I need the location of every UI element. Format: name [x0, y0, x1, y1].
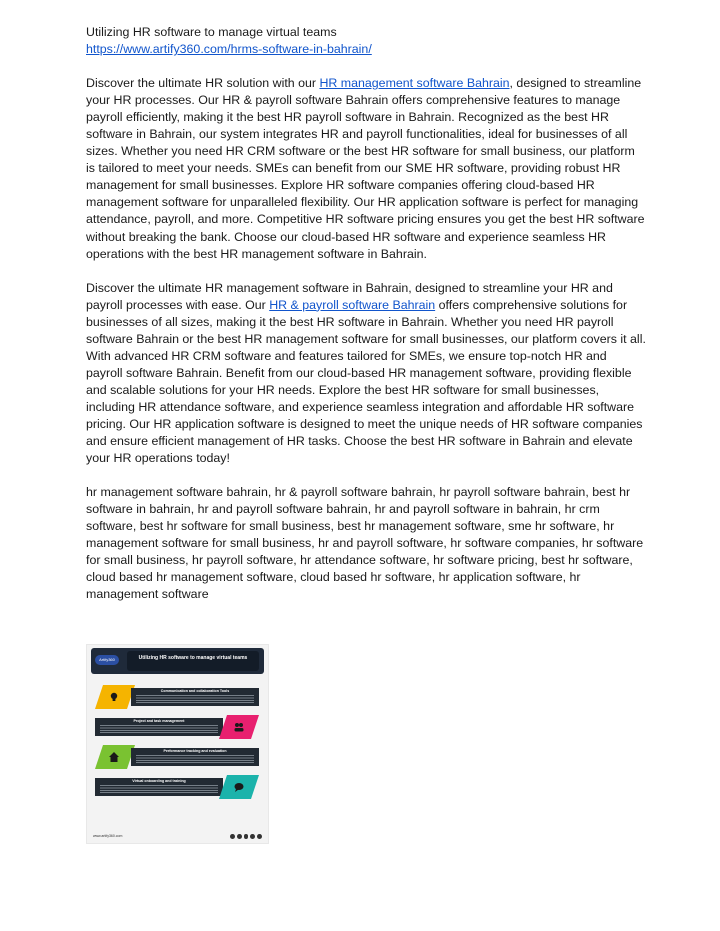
infographic-row-4-text-lines — [100, 785, 218, 794]
linkedin-icon — [250, 834, 255, 839]
lightbulb-icon — [108, 691, 120, 703]
infographic-header — [91, 648, 264, 674]
twitter-icon — [244, 834, 249, 839]
facebook-icon — [230, 834, 235, 839]
infographic-row-1-title: Communication and collaboration Tools — [160, 689, 230, 693]
infographic-row-1 — [95, 685, 260, 709]
infographic-row-1-bar — [131, 688, 259, 706]
infographic-logo: Artify360 — [95, 655, 119, 665]
infographic-row-2-bar — [95, 718, 223, 736]
document-title: Utilizing HR software to manage virtual teams — [86, 25, 337, 39]
paragraph-1-text-a: Discover the ultimate HR solution with our — [86, 76, 320, 91]
document-body — [86, 24, 646, 603]
infographic-row-4-title: Virtual onboarding and training — [132, 779, 186, 783]
people-icon — [233, 721, 245, 733]
youtube-icon — [257, 834, 262, 839]
paragraph-2-text-b: offers comprehensive solutions for businesses of all sizes, making it the best HR software in Bahrain. Whether you need HR payroll software Bahrain or the best HR management software for small businesses, our platform covers it all. With advanced HR CRM software and features tailored for SMEs, we ensure top-notch HR and payroll software Bahrain. Benefit from our cloud-based HR management software, providing flexible and scalable solutions for your HR needs. Explore the best HR software for small businesses, including HR attendance software, and experience seamless integration and affordable HR software pricing. Our HR application software is designed to meet the unique needs of HR software companies and ensure efficient management of HR tasks. Choose the best HR software in Bahrain and elevate your HR operations today! — [86, 297, 646, 466]
infographic-row-3-bar — [131, 748, 259, 766]
chat-icon — [233, 781, 245, 793]
paragraph-1 — [86, 75, 646, 263]
document-url-link[interactable]: https://www.artify360.com/hrms-software-in-bahrain/ — [86, 42, 372, 57]
infographic-row-2-text-lines — [100, 725, 218, 734]
keywords-paragraph: hr management software bahrain, hr & payroll software bahrain, hr payroll software bahrain, best hr software in bahrain, hr and payroll software bahrain, hr and payroll software in bahrain, hr crm software, best hr software for small business, best hr management software, sme hr software, hr management software for small business, hr and payroll software, hr software companies, hr software for small business, hr payroll software, hr attendance software, hr software pricing, best hr software, cloud based hr management software, cloud based hr software, hr application software, hr management software — [86, 485, 644, 602]
paragraph-2-text-a: Discover the ultimate HR management software in Bahrain, designed to streamline your HR and payroll processes with ease. Our — [86, 280, 613, 312]
infographic-row-2 — [95, 715, 260, 739]
infographic-footer-url: www.artify360.com — [93, 834, 123, 838]
infographic-row-1-text-lines — [136, 695, 254, 704]
infographic-row-4 — [95, 775, 260, 799]
paragraph-2-link[interactable]: HR & payroll software Bahrain — [269, 297, 436, 312]
paragraph-2 — [86, 280, 646, 468]
document-url-line — [86, 41, 646, 58]
paragraph-1-text-b: , designed to streamline your HR processes. Our HR & payroll software Bahrain offers comprehensive features to manage payroll efficiently, making it the best HR payroll software in Bahrain. Recognized as the best HR software in Bahrain, our system integrates HR and payroll functionalities, ideal for businesses of all sizes. Whether you need HR CRM software or the best HR software for small business, our platform is tailored to meet your needs. SMEs can benefit from our SME HR software, providing robust HR management for small businesses. Explore HR software companies offering cloud-based HR management software for unparalleled flexibility. Our HR application software is perfect for managing attendance, payroll, and more. Competitive HR software pricing ensures you get the best HR software without breaking the bank. Choose our cloud-based HR software and experience seamless HR operations with the best HR management software in Bahrain. — [86, 76, 645, 261]
infographic-title: Utilizing HR software to manage virtual teams — [127, 651, 259, 671]
infographic-row-3-text-lines — [136, 755, 254, 764]
infographic-row-3-title: Performance tracking and evaluation — [163, 749, 227, 753]
infographic-image — [86, 644, 269, 844]
infographic-social-icons — [230, 834, 262, 839]
infographic-row-3 — [95, 745, 260, 769]
infographic-row-2-title: Project and task management — [133, 719, 185, 723]
home-icon — [108, 751, 120, 763]
paragraph-1-link[interactable]: HR management software Bahrain — [319, 76, 510, 91]
instagram-icon — [237, 834, 242, 839]
infographic-row-4-bar — [95, 778, 223, 796]
